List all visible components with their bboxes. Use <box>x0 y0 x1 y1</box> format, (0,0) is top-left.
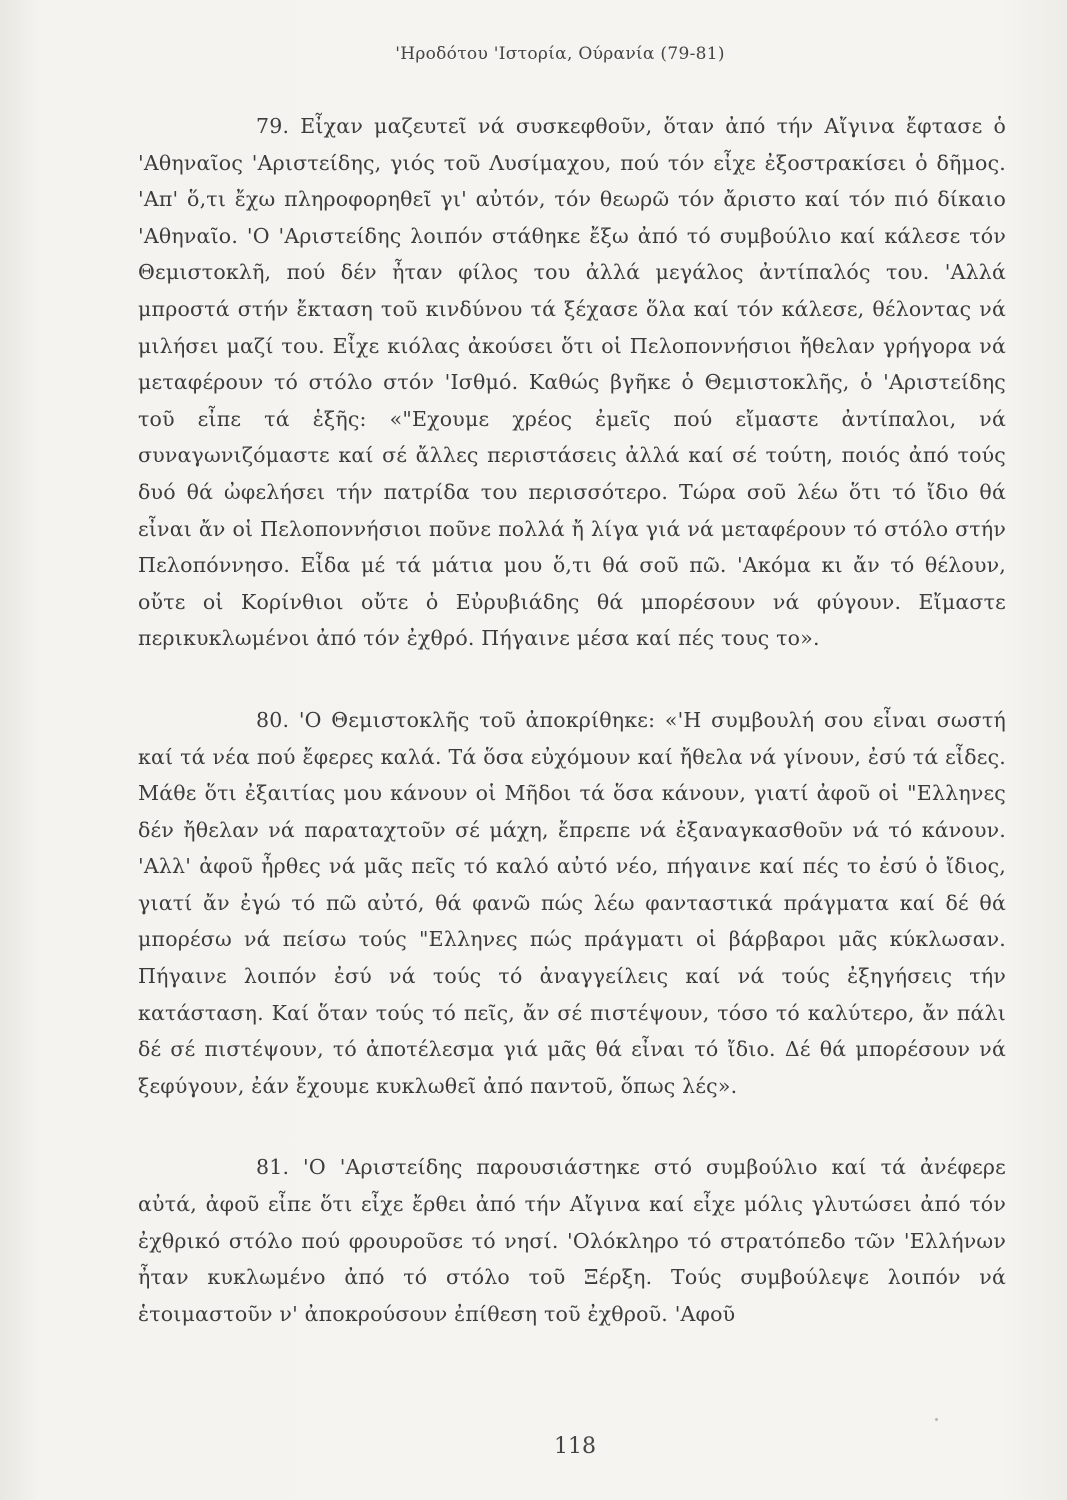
body-text <box>138 108 1006 1332</box>
page-number: 118 <box>554 1434 596 1459</box>
paragraph-80: 80. 'Ο Θεμιστοκλῆς τοῦ ἀποκρίθηκε: «'Η συμβουλή σου εἶναι σωστή καί τά νέα πού ἔφερες καλά. Τά ὅσα εὐχόμουν καί ἤθελα νά γίνουν, ἐσύ τά εἶδες. Μάθε ὅτι ἐξαιτίας μου κάνουν οἱ Μῆδοι τά ὅσα κάνουν, γιατί ἀφοῦ οἱ "Ελληνες δέν ἤθελαν νά παραταχτοῦν σέ μάχη, ἔπρεπε νά ἐξαναγκασθοῦν νά τό κάνουν. 'Αλλ' ἀφοῦ ἦρθες νά μᾶς πεῖς τό καλό αὐτό νέο, πήγαινε καί πές το ἐσύ ὁ ἴδιος, γιατί ἄν ἐγώ τό πῶ αὐτό, θά φανῶ πώς λέω φανταστικά πράγματα καί δέ θά μπορέσω νά πείσω τούς "Ελληνες πώς πράγματι οἱ βάρβαροι μᾶς κύκλωσαν. Πήγαινε λοιπόν ἐσύ νά τούς τό ἀναγγείλεις καί νά τούς ἐξηγήσεις τήν κατάσταση. Καί ὅταν τούς τό πεῖς, ἄν σέ πιστέψουν, τόσο τό καλύτερο, ἄν πάλι δέ σέ πιστέψουν, τό ἀποτέλεσμα γιά μᾶς θά εἶναι τό ἴδιο. Δέ θά μπορέσουν νά ξεφύγουν, ἐάν ἔχουμε κυκλωθεῖ ἀπό παντοῦ, ὅπως λές». <box>138 707 1006 1098</box>
paragraph-79: 79. Εἶχαν μαζευτεῖ νά συσκεφθοῦν, ὅταν ἀπό τήν Αἴγινα ἔφτασε ὁ 'Αθηναῖος 'Αριστείδης, γιός τοῦ Λυσίμαχου, πού τόν εἶχε ἐξοστρακίσει ὁ δῆμος. 'Απ' ὅ,τι ἔχω πληροφορηθεῖ γι' αὐτόν, τόν θεωρῶ τόν ἄριστο καί τόν πιό δίκαιο 'Αθηναῖο. 'Ο 'Αριστείδης λοιπόν στάθηκε ἔξω ἀπό τό συμβούλιο καί κάλεσε τόν Θεμιστοκλῆ, πού δέν ἦταν φίλος του ἀλλά μεγάλος ἀντίπαλός του. 'Αλλά μπροστά στήν ἔκταση τοῦ κινδύνου τά ξέχασε ὅλα καί τόν κάλεσε, θέλοντας νά μιλήσει μαζί του. Εἶχε κιόλας ἀκούσει ὅτι οἱ Πελοποννήσιοι ἤθελαν γρήγορα νά μεταφέρουν τό στόλο στόν 'Ισθμό. Καθώς βγῆκε ὁ Θεμιστοκλῆς, ὁ 'Αριστείδης τοῦ εἶπε τά ἑξῆς: «"Εχουμε χρέος ἐμεῖς πού εἴμαστε ἀντίπαλοι, νά συναγωνιζόμαστε καί σέ ἄλλες περιστάσεις ἀλλά καί σέ τούτη, ποιός ἀπό τούς δυό θά ὠφελήσει τήν πατρίδα του περισσότερο. Τώρα σοῦ λέω ὅτι τό ἴδιο θά εἶναι ἄν οἱ Πελοποννήσιοι ποῦνε πολλά ἤ λίγα γιά νά μεταφέρουν τό στόλο στήν Πελοπόννησο. Εἶδα μέ τά μάτια μου ὅ,τι θά σοῦ πῶ. 'Ακόμα κι ἄν τό θέλουν, οὔτε οἱ Κορίνθιοι οὔτε ὁ Εὐρυβιάδης θά μπορέσουν νά φύγουν. Εἴμαστε περικυκλωμένοι ἀπό τόν ἐχθρό. Πήγαινε μέσα καί πές τους το». <box>138 114 1006 651</box>
paragraph-81: 81. 'Ο 'Αριστείδης παρουσιάστηκε στό συμβούλιο καί τά ἀνέφερε αὐτά, ἀφοῦ εἶπε ὅτι εἶχε ἔρθει ἀπό τήν Αἴγινα καί εἶχε μόλις γλυτώσει ἀπό τόν ἐχθρικό στόλο πού φρουροῦσε τό νησί. 'Ολόκληρο τό στρατόπεδο τῶν 'Ελλήνων ἦταν κυκλωμένο ἀπό τό στόλο τοῦ Ξέρξη. Τούς συμβούλεψε λοιπόν νά ἑτοιμαστοῦν ν' ἀποκρούσουν ἐπίθεση τοῦ ἐχθροῦ. 'Αφοῦ <box>138 1155 1006 1326</box>
paper-speck <box>935 1418 938 1421</box>
running-head: 'Ηροδότου 'Ιστορία, Ούρανία (79-81) <box>395 44 725 64</box>
